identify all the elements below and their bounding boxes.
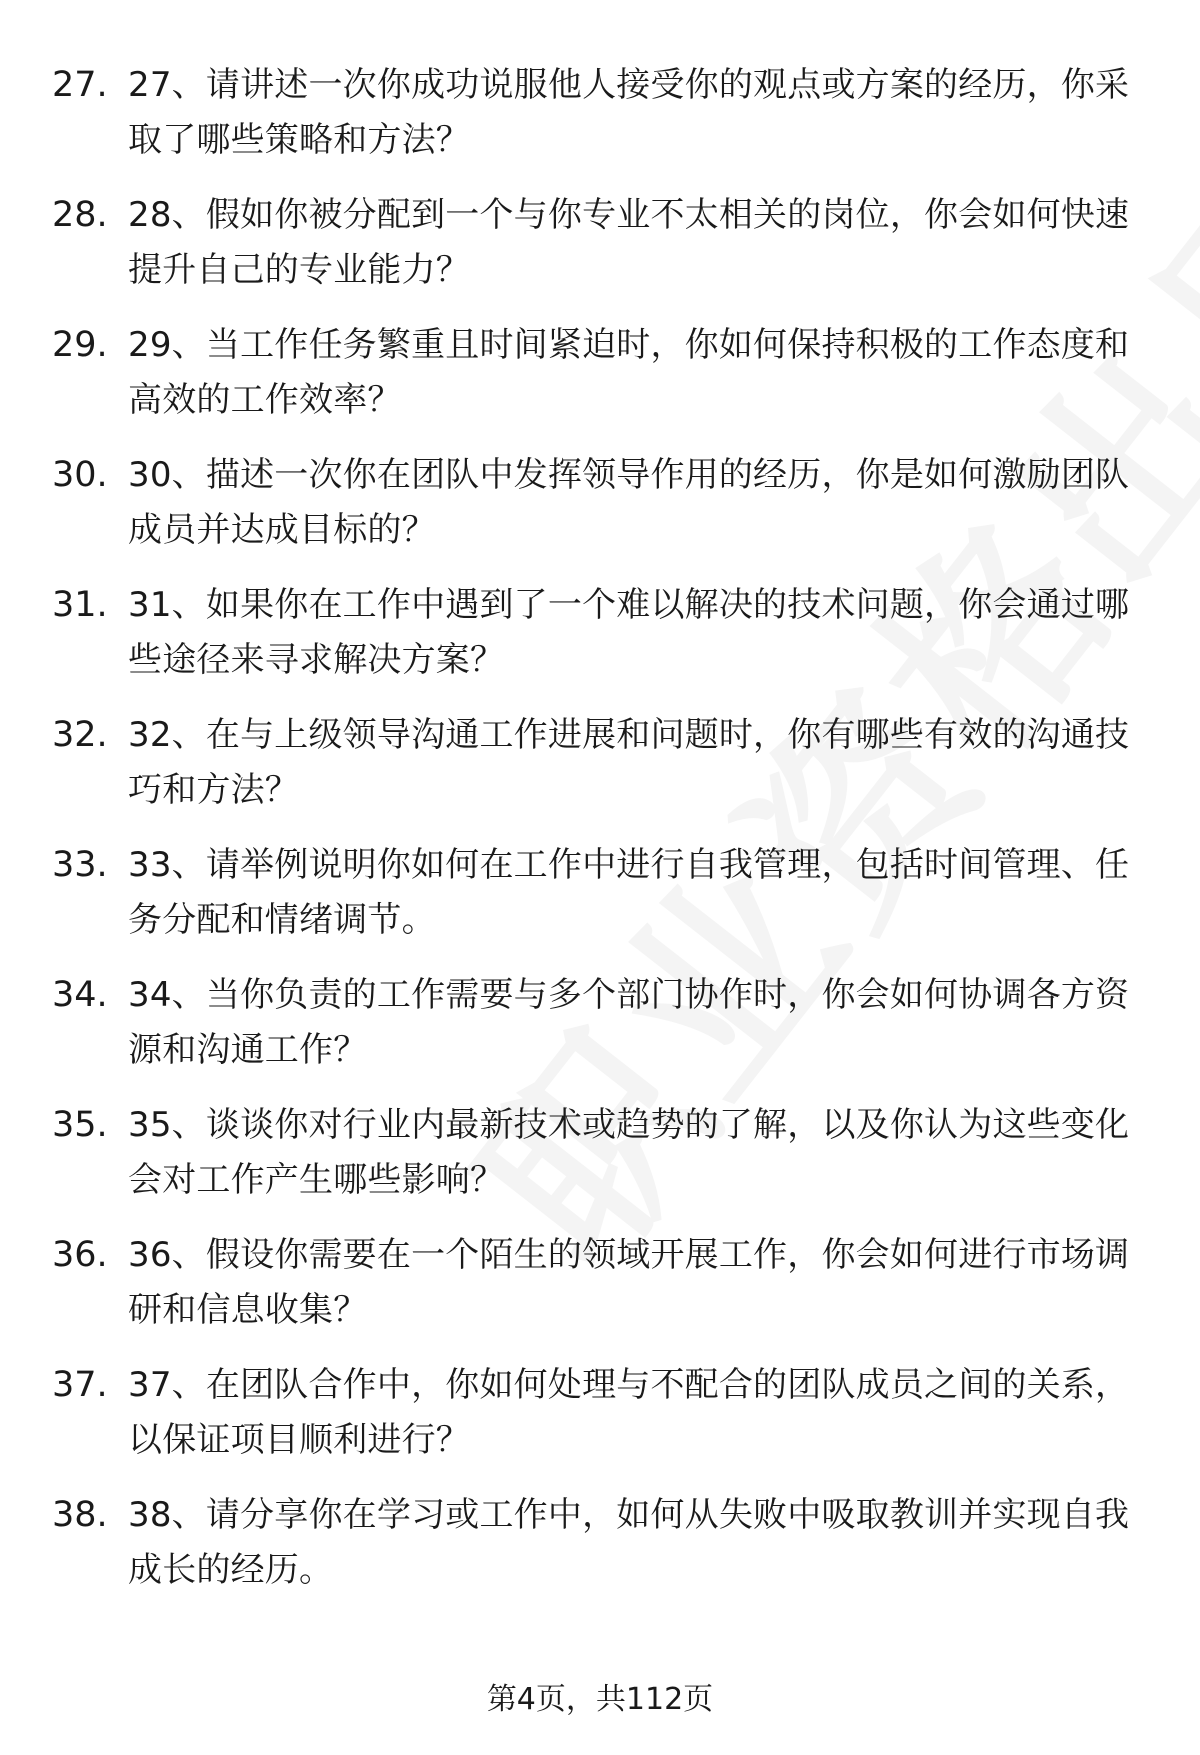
question-number: 33. [52, 845, 108, 885]
question-list [0, 58, 1200, 1618]
question-item [0, 968, 1200, 1098]
question-item [0, 188, 1200, 318]
question-item [0, 318, 1200, 448]
question-item [0, 58, 1200, 188]
question-number: 34. [52, 975, 108, 1015]
question-item [0, 448, 1200, 578]
question-item [0, 1488, 1200, 1618]
question-number: 36. [52, 1235, 108, 1275]
question-text: 37、在团队合作中，你如何处理与不配合的团队成员之间的关系，以保证项目顺利进行？ [128, 1365, 1130, 1460]
page-footer: 第4页，共112页 [486, 1682, 714, 1717]
question-item [0, 1228, 1200, 1358]
question-item [0, 1358, 1200, 1488]
question-number: 27. [52, 65, 108, 105]
question-text: 28、假如你被分配到一个与你专业不太相关的岗位，你会如何快速提升自己的专业能力？ [128, 195, 1130, 290]
question-text: 30、描述一次你在团队中发挥领导作用的经历，你是如何激励团队成员并达成目标的？ [128, 455, 1130, 550]
question-text: 34、当你负责的工作需要与多个部门协作时，你会如何协调各方资源和沟通工作？ [128, 975, 1130, 1070]
question-number: 28. [52, 195, 108, 235]
question-text: 35、谈谈你对行业内最新技术或趋势的了解，以及你认为这些变化会对工作产生哪些影响？ [128, 1105, 1130, 1200]
question-number: 29. [52, 325, 108, 365]
question-number: 31. [52, 585, 108, 625]
question-text: 29、当工作任务繁重且时间紧迫时，你如何保持积极的工作态度和高效的工作效率？ [128, 325, 1130, 420]
question-number: 37. [52, 1365, 108, 1405]
question-number: 30. [52, 455, 108, 495]
question-number: 35. [52, 1105, 108, 1145]
question-text: 27、请讲述一次你成功说服他人接受你的观点或方案的经历，你采取了哪些策略和方法？ [128, 65, 1130, 160]
question-text: 33、请举例说明你如何在工作中进行自我管理，包括时间管理、任务分配和情绪调节。 [128, 845, 1130, 940]
question-text: 32、在与上级领导沟通工作进展和问题时，你有哪些有效的沟通技巧和方法？ [128, 715, 1130, 810]
question-text: 36、假设你需要在一个陌生的领域开展工作，你会如何进行市场调研和信息收集？ [128, 1235, 1130, 1330]
question-text: 38、请分享你在学习或工作中，如何从失败中吸取教训并实现自我成长的经历。 [128, 1495, 1130, 1590]
question-item [0, 708, 1200, 838]
question-item [0, 838, 1200, 968]
question-number: 38. [52, 1495, 108, 1535]
question-item [0, 1098, 1200, 1228]
question-number: 32. [52, 715, 108, 755]
question-text: 31、如果你在工作中遇到了一个难以解决的技术问题，你会通过哪些途径来寻求解决方案？ [128, 585, 1130, 680]
question-item [0, 578, 1200, 708]
